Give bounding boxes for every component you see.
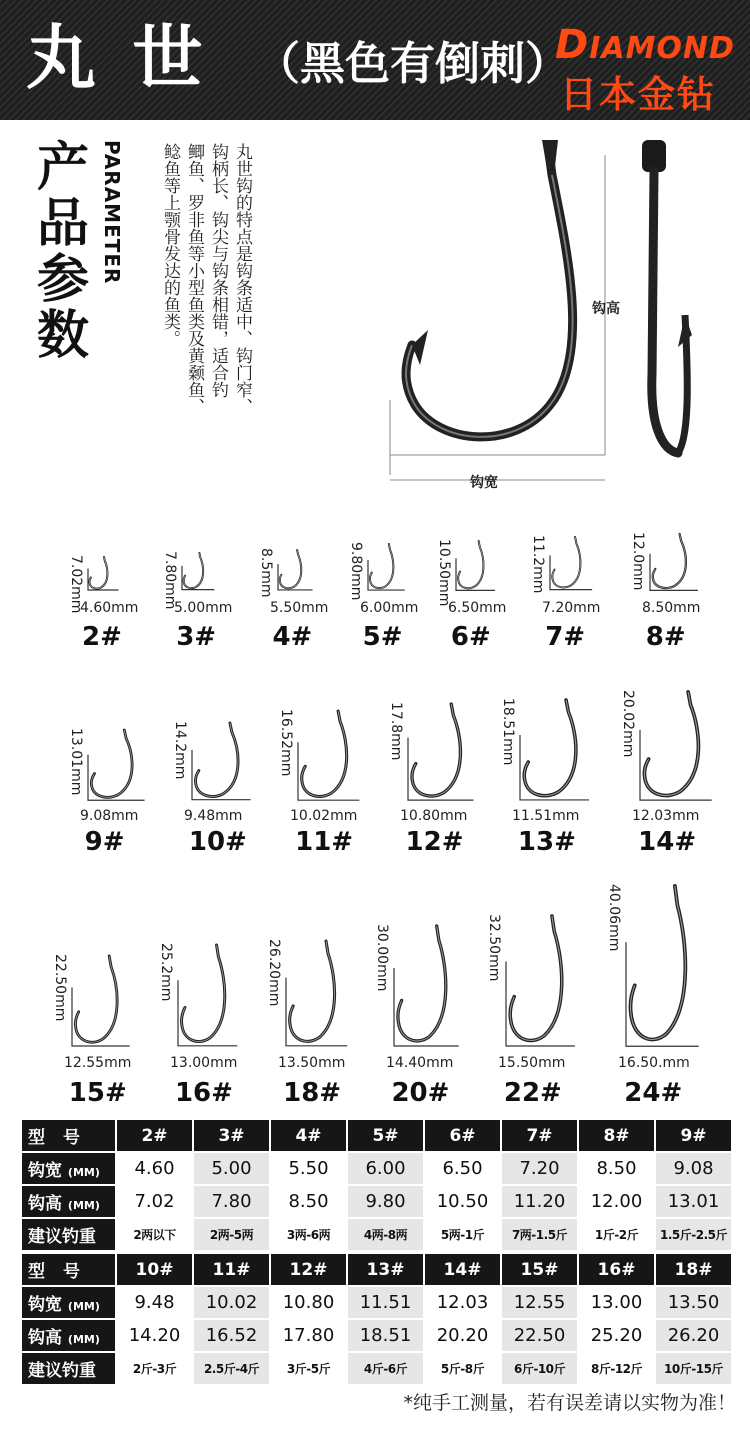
table-row-width (21, 1286, 732, 1319)
table-cell-height: 12.00 (578, 1185, 655, 1218)
table-cell-height: 14.20 (116, 1319, 193, 1352)
table-row-weight (21, 1218, 732, 1251)
table-cell-model: 8# (578, 1119, 655, 1152)
table-cell-model: 4# (270, 1119, 347, 1152)
table-cell-height: 8.50 (270, 1185, 347, 1218)
size-number-label: 18# (283, 1078, 342, 1108)
table-cell-height: 7.80 (193, 1185, 270, 1218)
spec-table-1 (20, 1118, 733, 1252)
table-cell-width: 5.00 (193, 1152, 270, 1185)
product-subtitle: （黑色有倒刺） (255, 37, 571, 90)
table-row-height (21, 1319, 732, 1352)
table-cell-width: 7.20 (501, 1152, 578, 1185)
size-width-label: 4.60mm (80, 600, 139, 616)
table-row-height (21, 1185, 732, 1218)
size-number-label: 14# (638, 827, 697, 857)
size-height-label: 17.8mm (388, 701, 404, 761)
size-width-label: 6.00mm (360, 600, 419, 616)
row-label-unit: (MM) (67, 1333, 100, 1346)
hook-height-label: 钩高 (592, 301, 620, 317)
size-width-label: 13.50mm (278, 1055, 346, 1071)
size-hook-diagram (192, 723, 261, 810)
size-height-label: 12.0mm (630, 531, 646, 591)
row-label-text: 钩高 (28, 1194, 62, 1214)
row-label-width (21, 1152, 116, 1185)
table-cell-weight: 1斤-2斤 (578, 1218, 655, 1251)
table-cell-width: 10.02 (193, 1286, 270, 1319)
size-width-label: 13.00mm (170, 1055, 238, 1071)
table-cell-model: 11# (193, 1253, 270, 1286)
table-cell-width: 9.48 (116, 1286, 193, 1319)
table-cell-width: 8.50 (578, 1152, 655, 1185)
table-cell-height: 10.50 (424, 1185, 501, 1218)
size-hook-diagram (298, 711, 370, 811)
size-height-label: 32.50mm (486, 914, 502, 982)
size-number-label: 9# (84, 827, 125, 857)
table-cell-width: 11.51 (347, 1286, 424, 1319)
measurement-footnote: *纯手工测量，若有误差请以实物为准！ (403, 1392, 736, 1414)
table-header-row (21, 1119, 732, 1152)
param-title-en: PARAMETER (100, 140, 124, 285)
size-hook-diagram (182, 553, 225, 600)
size-width-label: 10.80mm (400, 808, 468, 824)
description-line: 钩柄长、钩尖与钩条相错，适合钓 (208, 143, 228, 398)
size-hook-diagram (72, 956, 140, 1056)
table-cell-weight: 10斤-15斤 (655, 1352, 732, 1385)
size-width-label: 15.50mm (498, 1055, 566, 1071)
table-cell-weight: 2斤-3斤 (116, 1352, 193, 1385)
size-hook-diagram (88, 730, 155, 811)
table-cell-height: 9.80 (347, 1185, 424, 1218)
size-width-label: 12.03mm (632, 808, 700, 824)
size-width-label: 6.50mm (448, 600, 507, 616)
spec-table-2 (20, 1252, 733, 1386)
table-cell-width: 4.60 (116, 1152, 193, 1185)
row-label-weight: 建议钓重 (21, 1352, 116, 1385)
table-cell-width: 12.03 (424, 1286, 501, 1319)
size-hook-diagram (520, 700, 600, 810)
size-number-label: 10# (188, 827, 247, 857)
table-cell-weight: 8斤-12斤 (578, 1352, 655, 1385)
param-title-cn: 产品参数 (36, 138, 89, 366)
size-height-label: 30.00mm (374, 924, 390, 992)
size-height-label: 7.80mm (162, 551, 178, 610)
table-cell-model: 18# (655, 1253, 732, 1286)
size-hook-diagram (286, 941, 358, 1056)
size-height-label: 40.06mm (606, 883, 622, 952)
table-cell-weight: 5两-1斤 (424, 1218, 501, 1251)
row-label-type: 型号 (21, 1119, 116, 1152)
size-hook-diagram (394, 926, 469, 1056)
size-width-label: 7.20mm (542, 600, 601, 616)
table-cell-width: 13.00 (578, 1286, 655, 1319)
product-title: 丸 世 (26, 17, 209, 99)
table-cell-weight: 5斤-8斤 (424, 1352, 501, 1385)
row-label-height (21, 1319, 116, 1352)
size-width-label: 9.08mm (80, 808, 139, 824)
row-label-width (21, 1286, 116, 1319)
table-cell-height: 18.51 (347, 1319, 424, 1352)
brand-rest: IAMOND (589, 31, 735, 66)
table-cell-weight: 4两-8两 (347, 1218, 424, 1251)
size-height-label: 9.80mm (348, 541, 364, 601)
table-cell-height: 11.20 (501, 1185, 578, 1218)
table-cell-weight: 3斤-5斤 (270, 1352, 347, 1385)
size-number-label: 12# (405, 827, 464, 857)
table-cell-model: 13# (347, 1253, 424, 1286)
table-cell-model: 12# (270, 1253, 347, 1286)
description-line: 鲶鱼等上颚骨发达的鱼类。 (160, 143, 180, 347)
header-banner (0, 0, 750, 120)
table-cell-weight: 2.5斤-4斤 (193, 1352, 270, 1385)
table-header-row (21, 1253, 732, 1286)
table-cell-model: 16# (578, 1253, 655, 1286)
table-row-weight (21, 1352, 732, 1385)
size-height-label: 20.02mm (620, 689, 636, 758)
table-cell-weight: 2两-5两 (193, 1218, 270, 1251)
table-cell-model: 2# (116, 1119, 193, 1152)
size-width-label: 16.50.mm (618, 1055, 690, 1071)
hook-highlight (89, 557, 107, 589)
size-hook-diagram (368, 544, 415, 601)
size-width-label: 10.02mm (290, 808, 358, 824)
table-cell-height: 26.20 (655, 1319, 732, 1352)
row-label-weight: 建议钓重 (21, 1218, 116, 1251)
size-height-label: 8.5mm (258, 548, 274, 598)
size-number-label: 8# (645, 622, 686, 652)
size-width-label: 9.48mm (184, 808, 243, 824)
size-number-label: 24# (624, 1078, 683, 1108)
size-height-label: 13.01mm (68, 727, 84, 796)
row-label-text: 钩宽 (28, 1295, 62, 1315)
table-cell-model: 9# (655, 1119, 732, 1152)
table-cell-model: 5# (347, 1119, 424, 1152)
size-height-label: 18.51mm (500, 698, 516, 766)
size-hook-diagram (178, 945, 248, 1056)
size-hook-diagram (456, 541, 506, 601)
row-label-unit: (MM) (67, 1300, 100, 1313)
hook-width-label: 钩宽 (470, 475, 498, 491)
size-height-label: 25.2mm (158, 943, 174, 1002)
size-height-label: 14.2mm (172, 721, 188, 780)
table-cell-width: 6.50 (424, 1152, 501, 1185)
row-label-text: 钩宽 (28, 1161, 62, 1181)
table-row-width (21, 1152, 732, 1185)
size-hook-diagram (650, 534, 708, 601)
size-height-label: 22.50mm (52, 954, 68, 1022)
size-width-label: 14.40mm (386, 1055, 454, 1071)
size-number-label: 20# (391, 1078, 450, 1108)
table-cell-width: 10.80 (270, 1286, 347, 1319)
product-description (160, 143, 256, 473)
table-cell-width: 5.50 (270, 1152, 347, 1185)
size-width-label: 5.50mm (270, 600, 329, 616)
size-height-label: 26.20mm (266, 939, 282, 1007)
hook-dimension-diagram (380, 135, 720, 495)
table-cell-weight: 4斤-6斤 (347, 1352, 424, 1385)
size-number-label: 13# (517, 827, 576, 857)
description-line: 丸世钩的特点是钩条适中、钩门窄、 (232, 143, 252, 415)
size-height-label: 16.52mm (278, 708, 294, 777)
size-hook-diagram (88, 557, 129, 600)
table-cell-height: 25.20 (578, 1319, 655, 1352)
size-number-label: 22# (503, 1078, 562, 1108)
row-label-unit: (MM) (67, 1199, 100, 1212)
size-width-label: 12.55mm (64, 1055, 132, 1071)
size-hook-diagram (640, 692, 722, 811)
size-number-label: 6# (450, 622, 491, 652)
table-cell-model: 14# (424, 1253, 501, 1286)
size-number-label: 15# (68, 1078, 127, 1108)
table-cell-height: 13.01 (655, 1185, 732, 1218)
size-hook-diagram (626, 886, 709, 1057)
table-cell-height: 20.20 (424, 1319, 501, 1352)
size-height-label: 11.2mm (530, 535, 546, 594)
size-hook-diagram (550, 537, 603, 600)
size-height-label: 10.50mm (436, 538, 452, 606)
size-width-label: 8.50mm (642, 600, 701, 616)
table-cell-height: 16.52 (193, 1319, 270, 1352)
table-cell-model: 15# (501, 1253, 578, 1286)
brand-initial: D (555, 22, 590, 68)
size-hook-diagram (278, 550, 323, 600)
size-number-label: 16# (174, 1078, 233, 1108)
table-cell-height: 7.02 (116, 1185, 193, 1218)
table-cell-height: 22.50 (501, 1319, 578, 1352)
table-cell-width: 12.55 (501, 1286, 578, 1319)
size-number-label: 11# (295, 827, 354, 857)
size-hook-diagram (408, 704, 484, 811)
table-cell-width: 9.08 (655, 1152, 732, 1185)
size-number-label: 5# (362, 622, 403, 652)
row-label-type: 型号 (21, 1253, 116, 1286)
size-width-label: 5.00mm (174, 600, 233, 616)
table-cell-weight: 2两以下 (116, 1218, 193, 1251)
size-width-label: 11.51mm (512, 808, 580, 824)
size-hook-diagram (506, 916, 585, 1056)
size-number-label: 3# (176, 622, 217, 652)
table-cell-weight: 3两-6两 (270, 1218, 347, 1251)
row-label-height (21, 1185, 116, 1218)
size-height-label: 7.02mm (68, 555, 84, 614)
table-cell-model: 7# (501, 1119, 578, 1152)
table-cell-model: 3# (193, 1119, 270, 1152)
brand-logo-cn: 日本金钻 (560, 73, 716, 116)
brand-logo-en (555, 22, 735, 68)
table-cell-width: 13.50 (655, 1286, 732, 1319)
size-number-label: 4# (272, 622, 313, 652)
table-cell-height: 17.80 (270, 1319, 347, 1352)
row-label-unit: (MM) (67, 1166, 100, 1179)
size-number-label: 2# (82, 622, 122, 652)
table-cell-model: 10# (116, 1253, 193, 1286)
table-cell-weight: 6斤-10斤 (501, 1352, 578, 1385)
row-label-text: 钩高 (28, 1328, 62, 1348)
description-line: 鲫鱼、罗非鱼等小型鱼类及黄颡鱼、 (184, 143, 204, 415)
table-cell-model: 6# (424, 1119, 501, 1152)
table-cell-weight: 1.5斤-2.5斤 (655, 1218, 732, 1251)
table-cell-width: 6.00 (347, 1152, 424, 1185)
table-cell-weight: 7两-1.5斤 (501, 1218, 578, 1251)
size-number-label: 7# (545, 622, 586, 652)
